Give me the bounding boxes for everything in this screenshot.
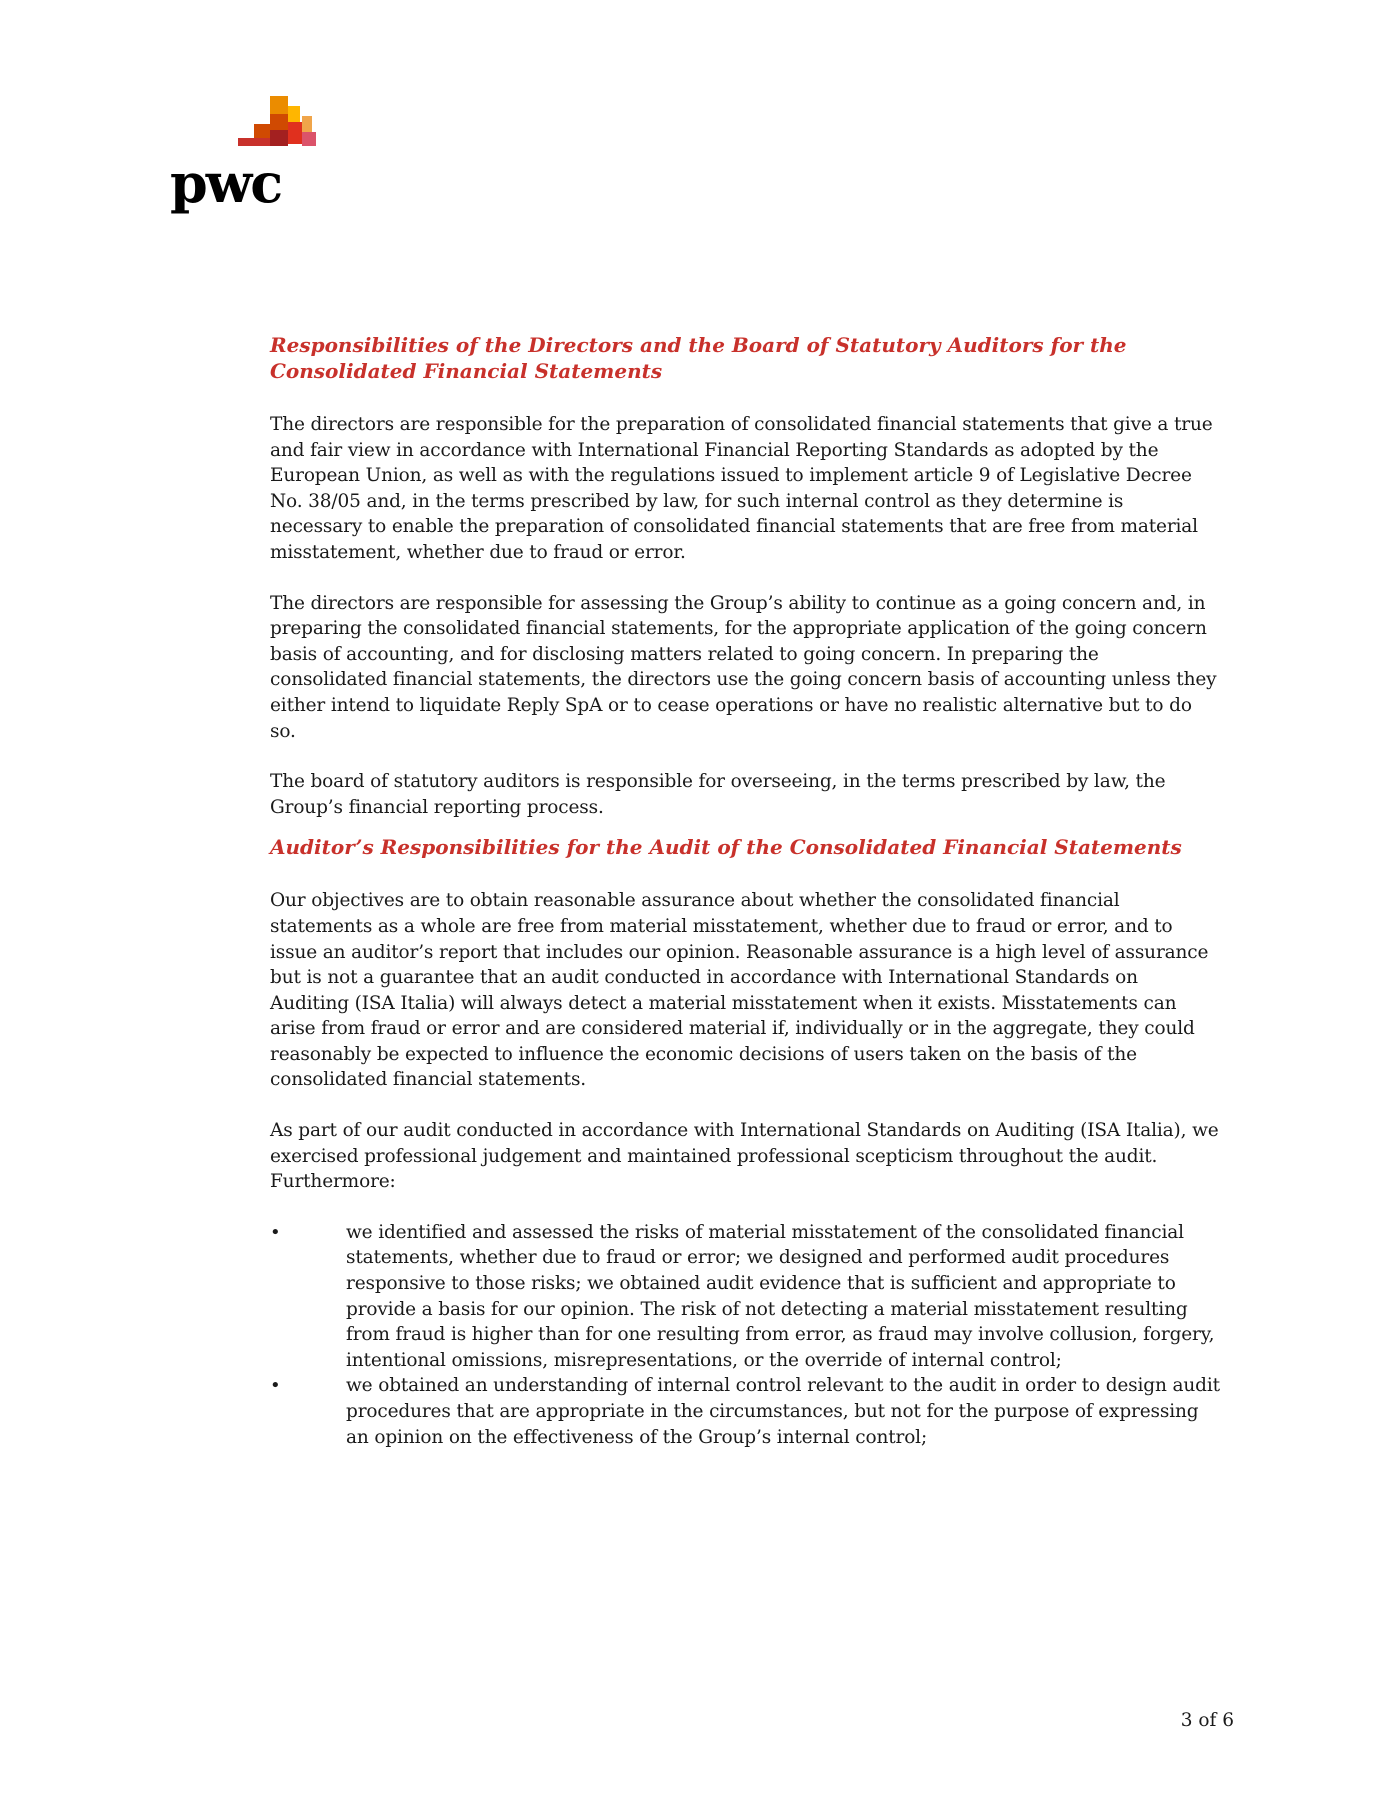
list-item-text: we identified and assessed the risks of material misstatement of the consolidated financial statements, whether due to fraud or error; we designed and performed audit procedures responsive to those risks; we obtained audit evidence that is sufficient and appropriate to provide a basis for our opinion. The risk of not detecting a material misstatement resulting from fraud is higher than for one resulting from error, as fraud may involve collusion, forgery, intentional omissions, misrepresentations, or the override of internal control; [346, 1221, 1215, 1371]
pwc-logo-text: pwc [170, 151, 282, 215]
bullet-icon: • [270, 1375, 281, 1397]
paragraph-going-concern: The directors are responsible for assessing the Group’s ability to continue as a going concern and, in preparing the consolidated financial statements, for the appropriate application of the going concern basis of accounting, and for disclosing matters related to going concern. In preparing the consolidated financial statements, the directors use the going concern basis of accounting unless they either intend to liquidate Reply SpA or to cease operations or have no realistic alternative but to do so. [270, 592, 1217, 742]
bullet-icon: • [270, 1221, 281, 1243]
section-heading-auditor-responsibilities: Auditor’s Responsibilities for the Audit of the Consolidated Financial Statements [270, 835, 1182, 860]
paragraph-audit-objectives: Our objectives are to obtain reasonable assurance about whether the consolidated financial statements as a whole are free from material misstatement, whether due to fraud or error, and to issue an auditor’s report that includes our opinion. Reasonable assurance is a high level of assurance but is not a guarantee that an audit conducted in accordance with International Standards on Auditing (ISA Italia) will always detect a material misstatement when it exists. Misstatements can arise from fraud or error and are considered material if, individually or in the aggregate, they could reasonably be expected to influence the economic decisions of users taken on the basis of the consolidated financial statements. [270, 890, 1209, 1091]
audit-procedures-list [270, 1220, 1220, 1450]
list-item [270, 1220, 1220, 1374]
list-item [270, 1373, 1220, 1450]
page-number: 3 of 6 [1180, 1710, 1234, 1731]
paragraph-professional-judgement: As part of our audit conducted in accordance with International Standards on Auditing (ISA Italia), we exercised professional judgement and maintained professional scepticism throughout the audit. Furthermore: [270, 1120, 1219, 1193]
pwc-logo-mark [170, 96, 330, 156]
paragraph-directors-preparation: The directors are responsible for the preparation of consolidated financial statements that give a true and fair view in accordance with International Financial Reporting Standards as adopted by the European Union, as well as with the regulations issued to implement article 9 of Legislative Decree No. 38/05 and, in the terms prescribed by law, for such internal control as they determine is necessary to enable the preparation of consolidated financial statements that are free from material misstatement, whether due to fraud or error. [270, 414, 1213, 563]
document-body [270, 332, 1220, 1450]
paragraph-board-oversight: The board of statutory auditors is responsible for overseeing, in the terms prescribed by law, the Group’s financial reporting process. [270, 771, 1166, 818]
pwc-logo [170, 96, 330, 216]
list-item-text: we obtained an understanding of internal control relevant to the audit in order to design audit procedures that are appropriate in the circumstances, but not for the purpose of expressing an opinion on the effectiveness of the Group’s internal control; [346, 1375, 1220, 1448]
section-heading-directors-responsibilities: Responsibilities of the Directors and the Board of Statutory Auditors for the Consolidated Financial Statements [270, 333, 1127, 383]
